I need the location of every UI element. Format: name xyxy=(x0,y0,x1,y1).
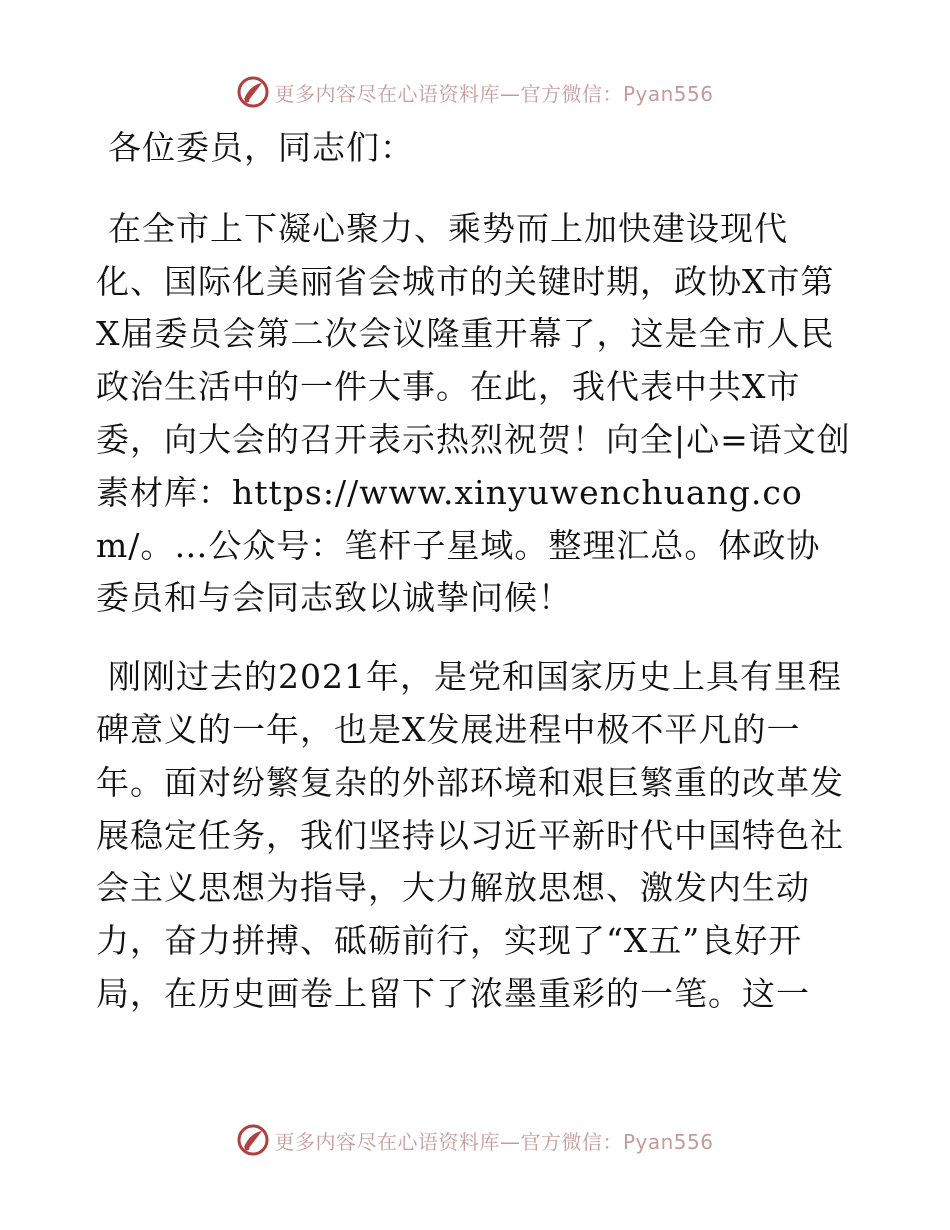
paragraph-review-2021: 刚刚过去的2021年，是党和国家历史上具有里程碑意义的一年，也是X发展进程中极不平凡的一年。面对纷繁复杂的外部环境和艰巨繁重的改革发展稳定任务，我们坚持以习近平新时代中国特色社会主义思想为指导，大力解放思想、激发内生动力，奋力拼搏、砥砺前行，实现了“X五”良好开局，在历史画卷上留下了浓墨重彩的一笔。这一 xyxy=(96,657,844,1013)
footer-watermark-text: 更多内容尽在心语资料库—官方微信：Pyan556 xyxy=(274,1129,714,1154)
header-watermark-text: 更多内容尽在心语资料库—官方微信：Pyan556 xyxy=(274,81,714,106)
brush-pen-logo-icon xyxy=(236,75,270,109)
paragraph-opening: 在全市上下凝心聚力、乘势而上加快建设现代化、国际化美丽省会城市的关键时期，政协X市第X届委员会第二次会议隆重开幕了，这是全市人民政治生活中的一件大事。在此，我代表中共X市委，向大会的召开表示热烈祝贺！向全|心=语文创素材库：https://www.xinyuwenchuang.com/。…公众号：笔杆子星域。整理汇总。体政协委员和与会同志致以诚挚问候！ xyxy=(96,208,851,618)
footer-watermark xyxy=(0,1120,950,1160)
brush-pen-logo-icon xyxy=(236,1123,270,1157)
document-body xyxy=(96,122,854,1021)
greeting-line: 各位委员，同志们： xyxy=(108,128,414,167)
header-watermark xyxy=(0,72,950,112)
